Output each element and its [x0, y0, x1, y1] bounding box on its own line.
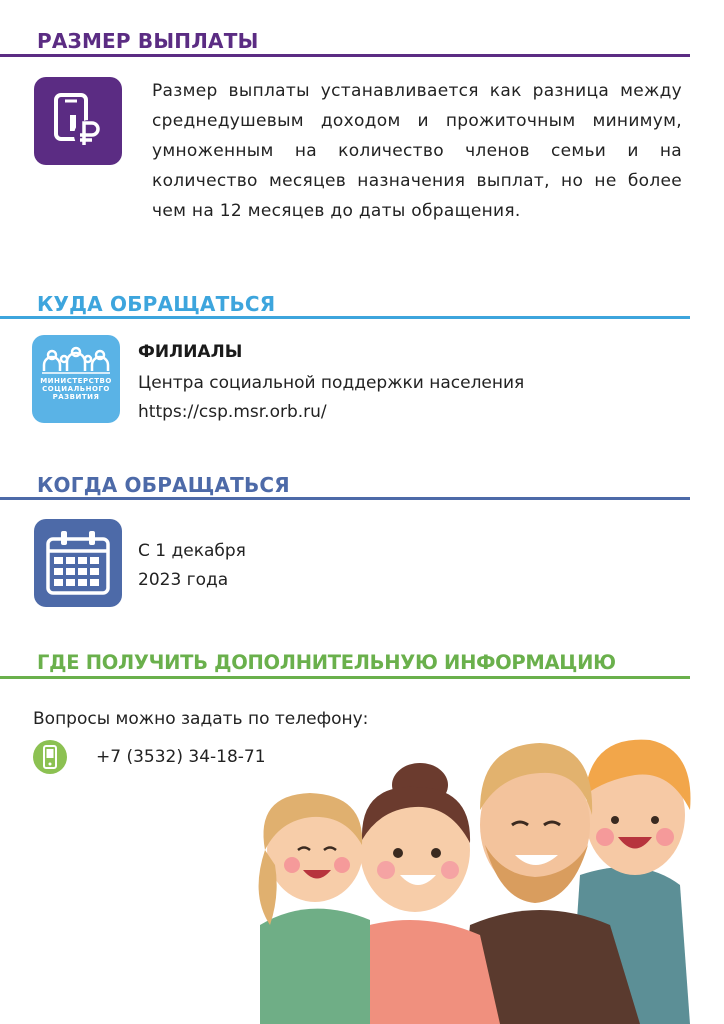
girl-figure — [259, 793, 370, 1024]
phone-ruble-icon — [34, 77, 122, 165]
when-section-title: КОГДА ОБРАЩАТЬСЯ — [37, 473, 290, 497]
ministry-logo-text: МИНИСТЕРСТВО СОЦИАЛЬНОГО РАЗВИТИЯ — [40, 377, 112, 401]
info-phone-number[interactable]: +7 (3532) 34-18-71 — [96, 747, 266, 767]
info-section-rule — [0, 676, 690, 679]
family-illustration — [240, 725, 724, 1024]
payment-description: Размер выплаты устанавливается как разница между среднедушевым доходом и прожиточным минимум, умноженным на количество членов семьи и на количество месяцев назначения выплат, но не более чем на 12 месяцев до даты обращения. — [152, 81, 682, 221]
info-section-title: ГДЕ ПОЛУЧИТЬ ДОПОЛНИТЕЛЬНУЮ ИНФОРМАЦИЮ — [37, 651, 616, 674]
when-date-line2: 2023 года — [138, 570, 229, 590]
ministry-logo-icon — [32, 335, 120, 423]
branch-description: Центра социальной поддержки населения — [138, 373, 525, 393]
branch-title: ФИЛИАЛЫ — [138, 342, 243, 362]
info-question: Вопросы можно задать по телефону: — [33, 709, 369, 729]
branch-url-link[interactable]: https://csp.msr.orb.ru/ — [138, 402, 327, 422]
where-section-rule — [0, 316, 690, 319]
when-section-rule — [0, 497, 690, 500]
mobile-phone-icon — [33, 740, 67, 774]
where-section-title: КУДА ОБРАЩАТЬСЯ — [37, 292, 276, 316]
calendar-icon — [34, 519, 122, 607]
when-date-line1: С 1 декабря — [138, 541, 246, 561]
payment-section-rule — [0, 54, 690, 57]
payment-section-title: РАЗМЕР ВЫПЛАТЫ — [37, 29, 259, 53]
